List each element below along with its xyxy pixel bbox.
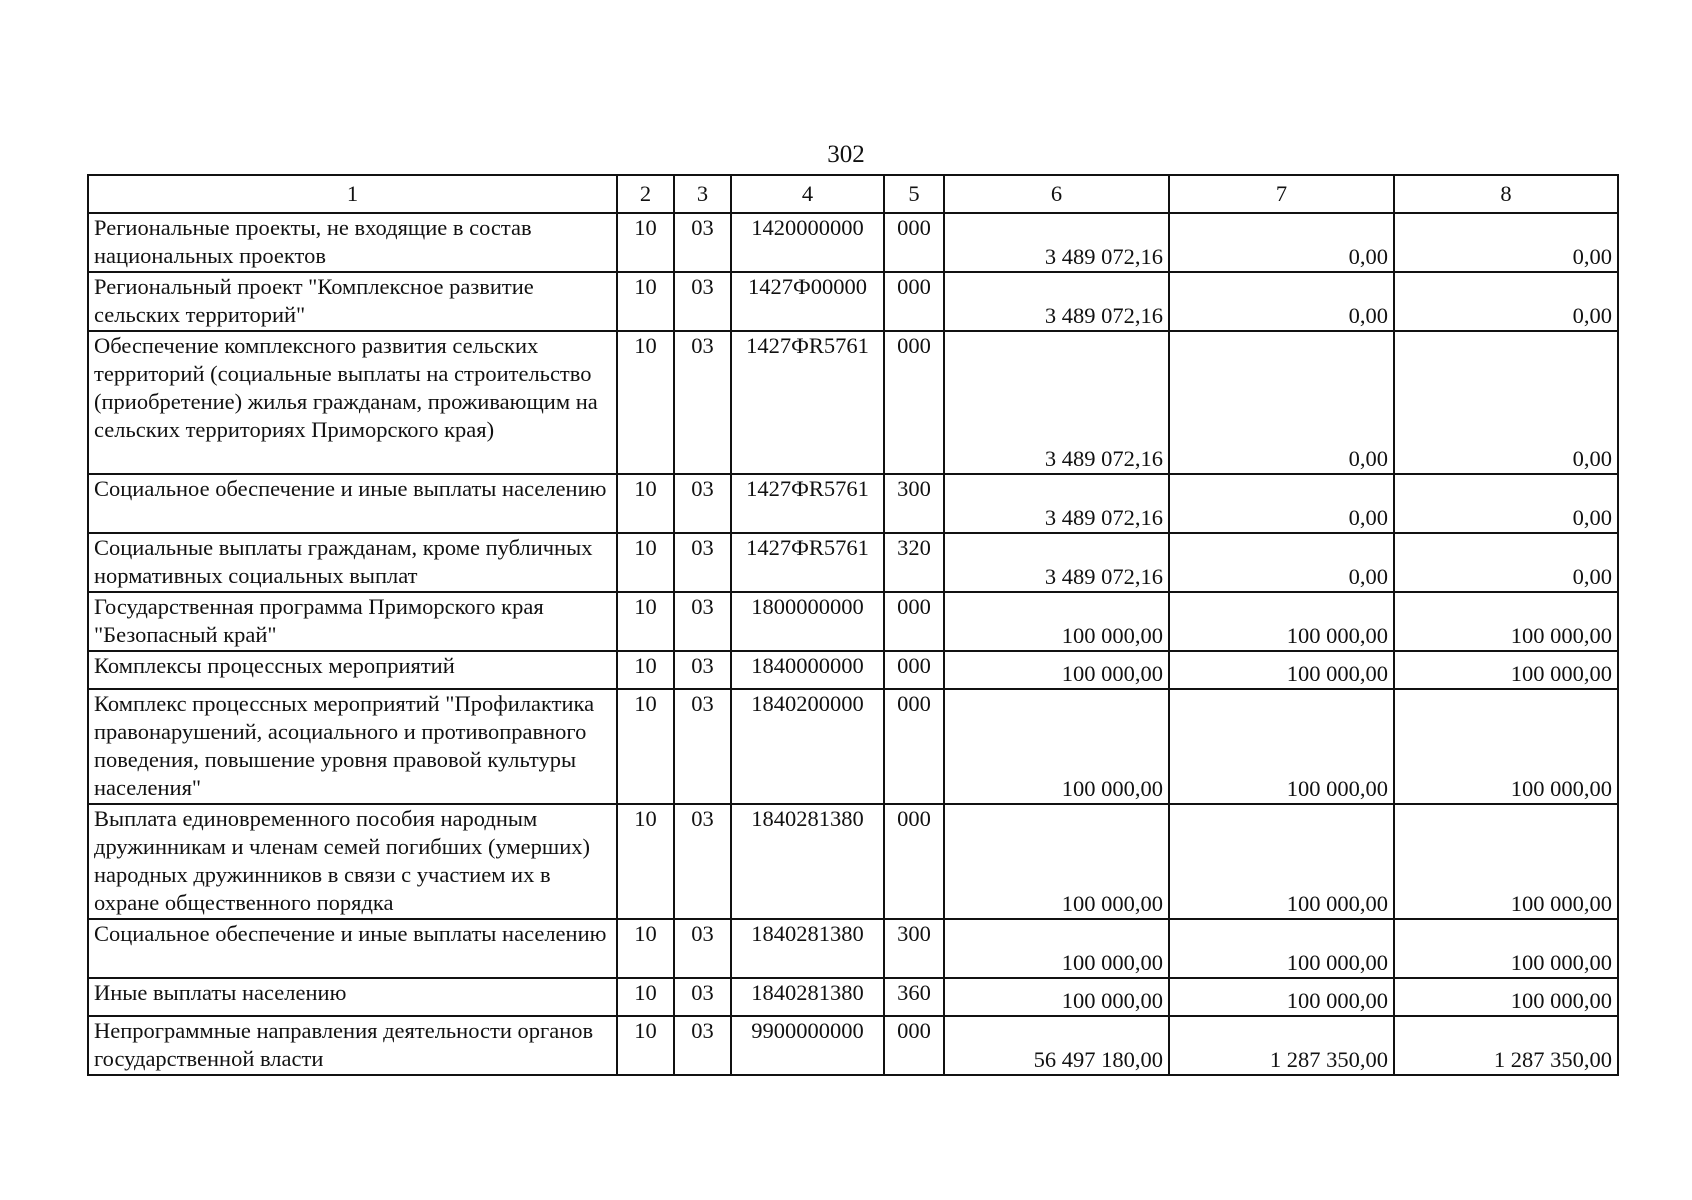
row-name: Социальное обеспечение и иные выплаты населению	[88, 919, 617, 978]
row-subsection: 03	[674, 978, 731, 1016]
column-header: 2	[617, 175, 674, 213]
table-row	[88, 213, 1618, 272]
table-row	[88, 533, 1618, 592]
page-number: 302	[827, 141, 865, 168]
row-section: 10	[617, 1016, 674, 1075]
table-row	[88, 689, 1618, 804]
row-amount-col6: 100 000,00	[944, 804, 1169, 919]
row-section: 10	[617, 651, 674, 689]
row-subsection: 03	[674, 592, 731, 651]
row-amount-col7: 0,00	[1169, 272, 1394, 331]
row-amount-col7: 100 000,00	[1169, 689, 1394, 804]
column-header: 3	[674, 175, 731, 213]
row-section: 10	[617, 804, 674, 919]
row-amount-col8: 0,00	[1394, 272, 1618, 331]
row-target-code: 1800000000	[731, 592, 884, 651]
row-expense-type: 000	[884, 689, 944, 804]
row-amount-col8: 0,00	[1394, 331, 1618, 474]
column-header: 5	[884, 175, 944, 213]
row-target-code: 1427ФR5761	[731, 533, 884, 592]
table-row	[88, 592, 1618, 651]
row-amount-col8: 100 000,00	[1394, 689, 1618, 804]
row-subsection: 03	[674, 213, 731, 272]
row-subsection: 03	[674, 474, 731, 533]
row-name: Государственная программа Приморского края "Безопасный край"	[88, 592, 617, 651]
row-target-code: 1420000000	[731, 213, 884, 272]
row-expense-type: 000	[884, 651, 944, 689]
table-row	[88, 978, 1618, 1016]
row-name: Социальные выплаты гражданам, кроме публичных нормативных социальных выплат	[88, 533, 617, 592]
header-row	[88, 175, 1618, 213]
column-header: 6	[944, 175, 1169, 213]
row-name: Комплекс процессных мероприятий "Профилактика правонарушений, асоциального и противоправного поведения, повышение уровня правовой культуры населения"	[88, 689, 617, 804]
row-amount-col6: 3 489 072,16	[944, 474, 1169, 533]
row-name: Региональный проект "Комплексное развитие сельских территорий"	[88, 272, 617, 331]
row-amount-col8: 0,00	[1394, 213, 1618, 272]
table-row	[88, 651, 1618, 689]
row-name: Непрограммные направления деятельности органов государственной власти	[88, 1016, 617, 1075]
row-amount-col6: 100 000,00	[944, 919, 1169, 978]
column-header: 1	[88, 175, 617, 213]
row-subsection: 03	[674, 689, 731, 804]
table-row	[88, 804, 1618, 919]
row-section: 10	[617, 592, 674, 651]
row-amount-col6: 56 497 180,00	[944, 1016, 1169, 1075]
column-header: 8	[1394, 175, 1618, 213]
row-name: Выплата единовременного пособия народным дружинникам и членам семей погибших (умерших) народных дружинников в связи с участием их в охране общественного порядка	[88, 804, 617, 919]
row-name: Региональные проекты, не входящие в состав национальных проектов	[88, 213, 617, 272]
table-row	[88, 1016, 1618, 1075]
row-expense-type: 300	[884, 919, 944, 978]
row-name: Обеспечение комплексного развития сельских территорий (социальные выплаты на строительство (приобретение) жилья гражданам, проживающим на сельских территориях Приморского края)	[88, 331, 617, 474]
row-section: 10	[617, 331, 674, 474]
row-target-code: 1840000000	[731, 651, 884, 689]
budget-table	[87, 174, 1619, 1076]
table-row	[88, 474, 1618, 533]
row-expense-type: 300	[884, 474, 944, 533]
row-amount-col7: 100 000,00	[1169, 592, 1394, 651]
row-amount-col7: 0,00	[1169, 331, 1394, 474]
row-subsection: 03	[674, 331, 731, 474]
row-section: 10	[617, 474, 674, 533]
row-expense-type: 000	[884, 272, 944, 331]
row-amount-col8: 100 000,00	[1394, 651, 1618, 689]
row-section: 10	[617, 919, 674, 978]
row-name: Комплексы процессных мероприятий	[88, 651, 617, 689]
row-target-code: 1427ФR5761	[731, 474, 884, 533]
row-expense-type: 000	[884, 213, 944, 272]
row-subsection: 03	[674, 651, 731, 689]
table-row	[88, 331, 1618, 474]
row-amount-col8: 0,00	[1394, 474, 1618, 533]
row-amount-col8: 0,00	[1394, 533, 1618, 592]
row-amount-col7: 100 000,00	[1169, 804, 1394, 919]
row-amount-col6: 3 489 072,16	[944, 213, 1169, 272]
row-amount-col6: 100 000,00	[944, 689, 1169, 804]
row-target-code: 1840281380	[731, 978, 884, 1016]
row-expense-type: 320	[884, 533, 944, 592]
row-expense-type: 000	[884, 804, 944, 919]
row-amount-col7: 100 000,00	[1169, 651, 1394, 689]
row-amount-col8: 100 000,00	[1394, 804, 1618, 919]
row-amount-col6: 3 489 072,16	[944, 331, 1169, 474]
row-section: 10	[617, 689, 674, 804]
row-target-code: 1840200000	[731, 689, 884, 804]
row-target-code: 1427Ф00000	[731, 272, 884, 331]
row-amount-col8: 100 000,00	[1394, 592, 1618, 651]
row-target-code: 9900000000	[731, 1016, 884, 1075]
row-amount-col7: 0,00	[1169, 474, 1394, 533]
column-header: 4	[731, 175, 884, 213]
row-name: Социальное обеспечение и иные выплаты населению	[88, 474, 617, 533]
row-section: 10	[617, 533, 674, 592]
row-amount-col6: 3 489 072,16	[944, 533, 1169, 592]
row-amount-col7: 100 000,00	[1169, 978, 1394, 1016]
row-amount-col8: 100 000,00	[1394, 919, 1618, 978]
row-amount-col6: 100 000,00	[944, 592, 1169, 651]
row-amount-col7: 0,00	[1169, 533, 1394, 592]
row-amount-col7: 0,00	[1169, 213, 1394, 272]
row-amount-col7: 100 000,00	[1169, 919, 1394, 978]
row-section: 10	[617, 978, 674, 1016]
row-section: 10	[617, 213, 674, 272]
row-amount-col6: 100 000,00	[944, 651, 1169, 689]
row-amount-col8: 1 287 350,00	[1394, 1016, 1618, 1075]
row-amount-col8: 100 000,00	[1394, 978, 1618, 1016]
column-header: 7	[1169, 175, 1394, 213]
row-target-code: 1840281380	[731, 804, 884, 919]
row-amount-col6: 3 489 072,16	[944, 272, 1169, 331]
row-expense-type: 000	[884, 331, 944, 474]
row-expense-type: 000	[884, 592, 944, 651]
row-subsection: 03	[674, 533, 731, 592]
row-amount-col6: 100 000,00	[944, 978, 1169, 1016]
row-target-code: 1840281380	[731, 919, 884, 978]
row-expense-type: 360	[884, 978, 944, 1016]
row-target-code: 1427ФR5761	[731, 331, 884, 474]
table-row	[88, 919, 1618, 978]
row-section: 10	[617, 272, 674, 331]
row-subsection: 03	[674, 919, 731, 978]
row-amount-col7: 1 287 350,00	[1169, 1016, 1394, 1075]
table-row	[88, 272, 1618, 331]
row-name: Иные выплаты населению	[88, 978, 617, 1016]
row-subsection: 03	[674, 804, 731, 919]
row-subsection: 03	[674, 272, 731, 331]
row-subsection: 03	[674, 1016, 731, 1075]
row-expense-type: 000	[884, 1016, 944, 1075]
